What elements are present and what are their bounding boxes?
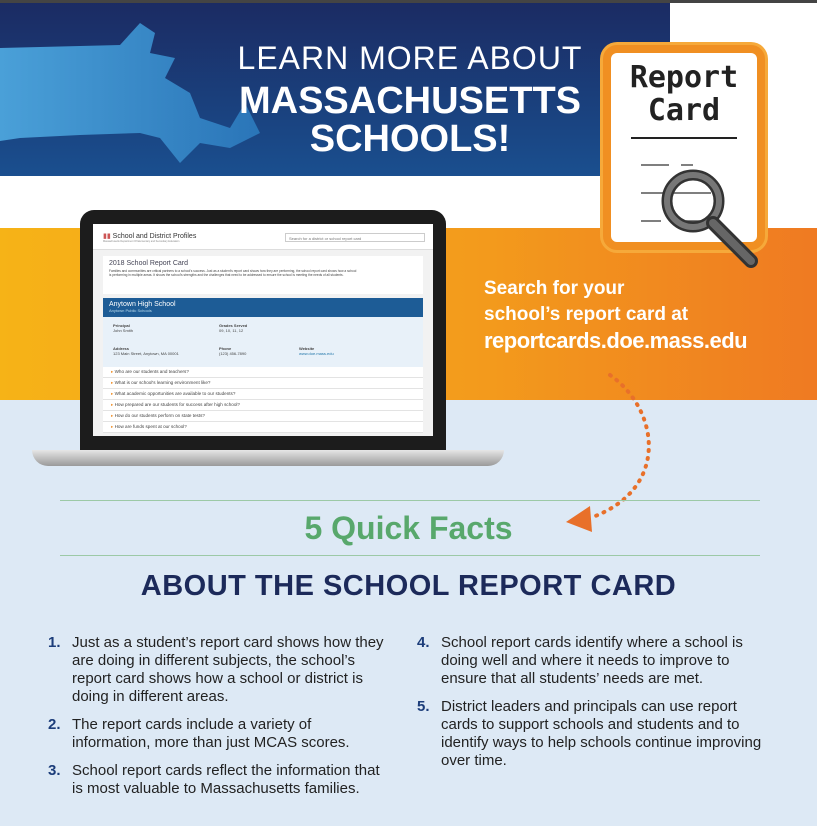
rc-title: 2018 School Report Card bbox=[109, 260, 188, 267]
fact-item bbox=[48, 634, 393, 706]
report-card-url[interactable]: reportcards.doe.mass.edu bbox=[484, 328, 748, 353]
quick-facts-heading: 5 Quick Facts bbox=[304, 510, 513, 546]
school-info bbox=[103, 317, 423, 367]
site-search-input[interactable]: Search for a district or school report card bbox=[285, 233, 425, 242]
fact-number: 3. bbox=[48, 762, 61, 779]
phone-label: Phone bbox=[219, 346, 232, 351]
magnifier-icon bbox=[631, 153, 781, 273]
header-line1: LEARN MORE ABOUT bbox=[237, 40, 583, 76]
fact-item bbox=[48, 716, 393, 752]
laptop bbox=[80, 210, 446, 452]
fact-item bbox=[48, 762, 393, 798]
fact-text: School report cards identify where a school is doing well and where it needs to improve to ensure that all students’ needs are met. bbox=[441, 634, 743, 687]
fact-text: The report cards include a variety of information, more than just MCAS scores. bbox=[72, 716, 350, 751]
school-bar bbox=[103, 298, 423, 317]
rc-text: Families and communities are critical partners to a school's success. Just as a student's report card shows how they are performing, the school report card shows how a school is performing in multiple areas. It shows the school's strengths and the challenges that need to be addressed to ensure the school is meeting the needs of all students. bbox=[109, 269, 357, 277]
grades: 09, 10, 11, 12 bbox=[219, 328, 244, 333]
card-line2: Card bbox=[647, 93, 721, 128]
fact-text: School report cards reflect the information that is most valuable to Massachusetts families. bbox=[72, 762, 380, 797]
address-label: Address bbox=[113, 346, 130, 351]
address: 123 Main Street, Anytown, MA 00001 bbox=[113, 351, 179, 356]
school-name: Anytown High School bbox=[109, 301, 176, 308]
divider bbox=[60, 555, 760, 556]
grades-label: Grades Served bbox=[219, 323, 248, 328]
fact-item bbox=[417, 698, 777, 770]
principal-label: Principal bbox=[113, 323, 130, 328]
header-line3: SCHOOLS! bbox=[309, 118, 511, 160]
question-item[interactable]: ▸ How do our students perform on state tests? bbox=[103, 411, 423, 422]
card-line1: Report bbox=[629, 60, 739, 95]
fact-text: District leaders and principals can use report cards to support schools and students and to identify ways to help schools continue improving over time. bbox=[441, 698, 762, 769]
fact-number: 1. bbox=[48, 634, 61, 651]
website-link[interactable]: www.doe.mass.edu bbox=[299, 351, 334, 356]
fact-number: 2. bbox=[48, 716, 61, 733]
fact-number: 4. bbox=[417, 634, 430, 651]
site-title: School and District Profiles bbox=[112, 233, 197, 240]
report-card-icon bbox=[603, 45, 765, 250]
site-subtitle: Massachusetts Department Of Elementary and Secondary Education bbox=[103, 240, 180, 243]
laptop-screen: ▮▮ School and District Profiles Massachusetts Department Of Elementary and Secondary Education Search for a district or school report card 2018 School Report Card Families and communities are critical partners to a school's success. Just as a student's report card shows how they are performing, the school report card shows how a school is performing in multiple areas. It shows the school's strengths and the challenges that need to be addressed to ensure the school is meeting the needs of all students. Anytown High School Anytown Public Schools Principal John Smith Grades Served 09, 10, 11, 12 Address 123 Main Street, Anytown, MA 00001 Phone (123) 456-7890 Website www.doe.mass.edu ▸ Who are our students and teachers? ▸ What is our school's learning environment like? ▸ What academic opportunities are available to our students? ▸ How prepared are our students for success after high school? ▸ How do our students perform on state tests? ▸ How are funds spent at our school? bbox=[93, 224, 433, 436]
question-item[interactable]: ▸ What academic opportunities are available to our students? bbox=[103, 389, 423, 400]
district-name: Anytown Public Schools bbox=[109, 308, 152, 313]
website-label: Website bbox=[299, 346, 315, 351]
facts-column-left bbox=[48, 634, 393, 808]
question-item[interactable]: ▸ Who are our students and teachers? bbox=[103, 367, 423, 378]
phone: (123) 456-7890 bbox=[219, 351, 247, 356]
laptop-base bbox=[32, 450, 504, 466]
fact-number: 5. bbox=[417, 698, 430, 715]
principal: John Smith bbox=[113, 328, 134, 333]
fact-text: Just as a student’s report card shows how they are doing in different subjects, the school’s report card shows how a school or district is doing in different areas. bbox=[72, 634, 384, 705]
divider bbox=[60, 500, 760, 501]
question-item[interactable]: ▸ How are funds spent at our school? bbox=[103, 422, 423, 433]
question-item[interactable]: ▸ How prepared are our students for success after high school? bbox=[103, 400, 423, 411]
fact-item bbox=[417, 634, 777, 688]
facts-column-right bbox=[417, 634, 777, 780]
header-line2: MASSACHUSETTS bbox=[238, 80, 582, 122]
search-line2: school’s report card at bbox=[484, 304, 689, 325]
question-item[interactable]: ▸ What is our school's learning environment like? bbox=[103, 378, 423, 389]
search-callout bbox=[484, 276, 747, 354]
about-heading: ABOUT THE SCHOOL REPORT CARD bbox=[140, 570, 677, 602]
search-line1: Search for your bbox=[484, 278, 625, 299]
